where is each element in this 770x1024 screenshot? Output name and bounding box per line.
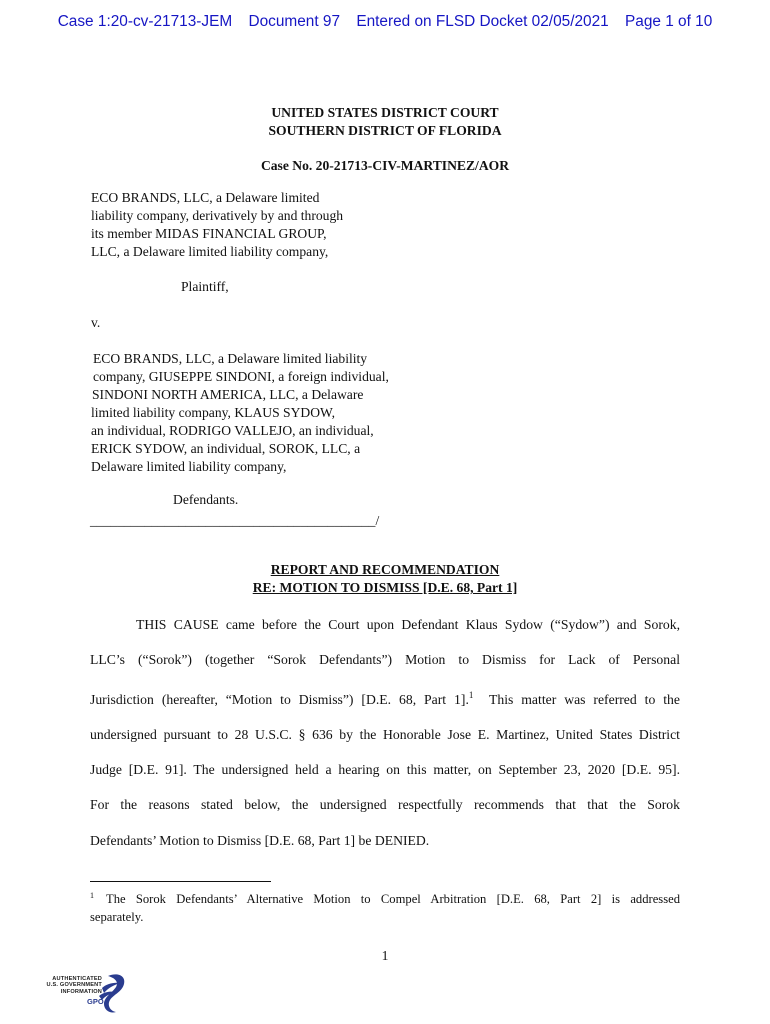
case-number: Case No. 20-21713-CIV-MARTINEZ/AOR <box>260 158 510 173</box>
title-line-2: RE: MOTION TO DISMISS [D.E. 68, Part 1] <box>252 580 518 595</box>
plaintiff-caption <box>91 189 343 261</box>
footnote-reference[interactable]: 1 <box>468 689 474 700</box>
body-paragraph <box>90 607 680 858</box>
body-line: undersigned pursuant to 28 U.S.C. § 636 by the Honorable Jose E. Martinez, United States District <box>90 726 680 742</box>
caption-line: company, GIUSEPPE SINDONI, a foreign individual, <box>93 369 389 384</box>
gpo-line-3: INFORMATION <box>60 988 102 995</box>
docket-header <box>0 13 770 31</box>
body-line: LLC’s (“Sorok”) (together “Sorok Defendants”) Motion to Dismiss for Lack of Personal <box>90 652 680 668</box>
body-line-tail: This matter was referred to the <box>473 691 680 707</box>
footnote-text: The Sorok Defendants’ Alternative Motion to Compel Arbitration [D.E. 68, Part 2] is addressed <box>106 892 680 906</box>
body-line: Defendants’ Motion to Dismiss [D.E. 68, Part 1] be DENIED. <box>90 832 430 848</box>
caption-line: ECO BRANDS, LLC, a Delaware limited liability <box>93 351 368 366</box>
caption-line: its member MIDAS FINANCIAL GROUP, <box>91 226 327 241</box>
body-line-with-footnote <box>90 678 680 717</box>
defendants-caption <box>91 350 389 476</box>
body-line: THIS CAUSE came before the Court upon Defendant Klaus Sydow (“Sydow”) and Sorok, <box>136 617 680 632</box>
court-name: UNITED STATES DISTRICT COURT <box>271 105 499 120</box>
footnote-marker: 1 <box>90 891 94 900</box>
gpo-mark: GPO <box>87 997 104 1006</box>
court-heading <box>90 104 680 140</box>
caption-line: SINDONI NORTH AMERICA, LLC, a Delaware <box>92 387 364 402</box>
body-line: For the reasons stated below, the undersigned respectfully recommends that that the Sorok <box>90 797 680 813</box>
gpo-line-2: U.S. GOVERNMENT <box>46 982 102 989</box>
court-district: SOUTHERN DISTRICT OF FLORIDA <box>268 123 502 138</box>
footnote <box>90 887 680 926</box>
document-number: Document 97 <box>248 13 341 30</box>
caption-line: liability company, derivatively by and through <box>91 208 344 223</box>
caption-line: an individual, RODRIGO VALLEJO, an individual, <box>91 423 374 438</box>
caption-line: ECO BRANDS, LLC, a Delaware limited <box>91 190 320 205</box>
versus: v. <box>91 315 101 330</box>
caption-line: Delaware limited liability company, <box>91 459 287 474</box>
caption-line: limited liability company, KLAUS SYDOW, <box>91 405 336 420</box>
caption-line: LLC, a Delaware limited liability company, <box>91 244 329 259</box>
body-line: Judge [D.E. 91]. The undersigned held a hearing on this matter, on September 23, 2020 [D.E. 95]. <box>90 762 680 778</box>
body-line-text: Jurisdiction (hereafter, “Motion to Dismiss”) [D.E. 68, Part 1]. <box>90 691 469 707</box>
defendants-label: Defendants. <box>173 492 239 507</box>
page-number: 1 <box>381 948 389 963</box>
document-title <box>90 561 680 597</box>
footnote-divider <box>90 881 271 882</box>
title-line-1: REPORT AND RECOMMENDATION <box>270 562 500 577</box>
gpo-authentication-logo <box>44 970 129 1018</box>
signature-line: __________________________________________/ <box>90 513 380 528</box>
gpo-line-1: AUTHENTICATED <box>52 976 102 982</box>
case-ref: Case 1:20-cv-21713-JEM <box>57 13 233 30</box>
footnote-text-continued: separately. <box>90 910 144 924</box>
caption-line: ERICK SYDOW, an individual, SOROK, LLC, a <box>91 441 361 456</box>
entered-date: Entered on FLSD Docket 02/05/2021 <box>356 13 609 30</box>
page-count: Page 1 of 10 <box>625 13 713 30</box>
plaintiff-label: Plaintiff, <box>181 279 229 294</box>
